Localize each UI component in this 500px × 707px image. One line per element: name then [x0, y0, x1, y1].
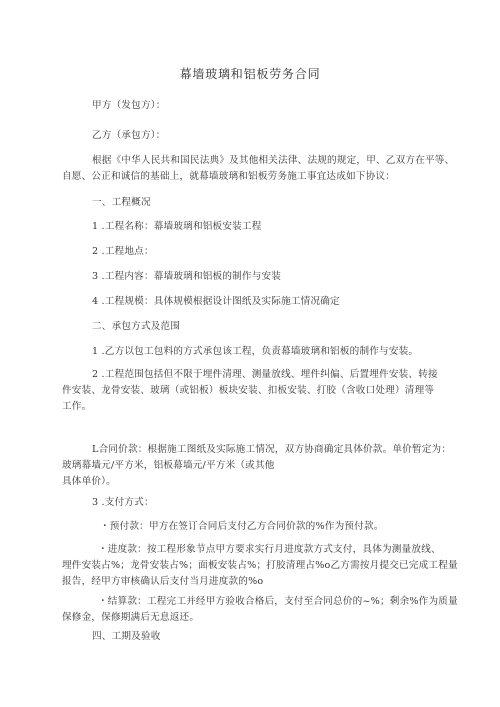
pricing-paragraph — [62, 442, 452, 490]
payment-progress — [62, 542, 458, 590]
intro-paragraph — [62, 153, 455, 185]
section-1-item-1: 1 .工程名称：幕墙玻璃和铝板安装工程 — [92, 221, 262, 232]
intro-line-2: 自愿、公正和诚信的基础上，就幕墙玻璃和铝板劳务施工事宜达成如下协议： — [62, 171, 395, 182]
party-a-line: 甲方（发包方）： — [92, 100, 166, 111]
payment-advance: ・预付款：甲方在签订合同后支付乙方合同价款的%作为预付款。 — [100, 521, 384, 532]
payment-settlement-line-1: ・结算款：工程完工并经甲方验收合格后，支付至合同总价的~%；剩余%作为质量 — [98, 596, 458, 607]
intro-line-1: 根据《中华人民共和国民法典》及其他相关法律、法规的规定，甲、乙双方在平等、 — [92, 155, 455, 166]
pricing-line-2: 玻璃幕墙元/平方米，铝板幕墙元/平方米（或其他 — [62, 460, 275, 471]
section-4-heading: 四、工期及验收 — [92, 631, 161, 642]
section-2-item-2-line-2: 件安装、龙骨安装、玻璃（或铝板）板块安装、扣板安装、打胶（含收口处理）清理等 — [62, 385, 435, 396]
section-2-item-1: 1 .乙方以包工包料的方式承包该工程，负责幕墙玻璃和铝板的制作与安装。 — [92, 346, 419, 357]
section-2-item-2-line-1: 2 .工程范围包括但不限于埋件清理、测量放线、埋件纠偏、后置埋件安装、转接 — [92, 369, 438, 380]
section-2-item-2 — [62, 367, 438, 415]
payment-settlement — [62, 594, 458, 626]
payment-progress-line-1: ・进度款：按工程形象节点甲方要求实行月进度款方式支付，具体为测量放线、 — [98, 544, 441, 555]
payment-progress-line-3: 报告，经甲方审核确认后支付当月进度款的%o — [62, 576, 264, 587]
section-1-heading: 一、工程概况 — [92, 197, 151, 208]
section-2-item-2-line-3: 工作。 — [62, 401, 92, 412]
payment-progress-line-2: 埋件安装占%；龙骨安装占%；面板安装占%；打胶清理占%o乙方需按月提交已完成工程量 — [62, 560, 458, 571]
section-2-heading: 二、承包方式及范围 — [92, 321, 181, 332]
section-1-item-3: 3 .工程内容：幕墙玻璃和铝板的制作与安装 — [92, 271, 282, 282]
payment-settlement-line-2: 保修金，保修期满后无息返还。 — [62, 612, 200, 623]
section-1-item-2: 2 .工程地点： — [92, 246, 154, 257]
section-1-item-4: 4 .工程规模：具体规模根据设计图纸及实际施工情况确定 — [92, 296, 340, 307]
pricing-line-1: L合同价款：根据施工图纸及实际施工情况，双方协商确定具体价款。单价暂定为： — [92, 444, 452, 455]
pricing-line-3: 具体单价）。 — [62, 476, 116, 487]
party-b-line: 乙方（承包方）： — [92, 130, 166, 141]
contract-title: 幕墙玻璃和铝板劳务合同 — [179, 67, 321, 81]
payment-heading: 3 .支付方式： — [92, 497, 154, 508]
